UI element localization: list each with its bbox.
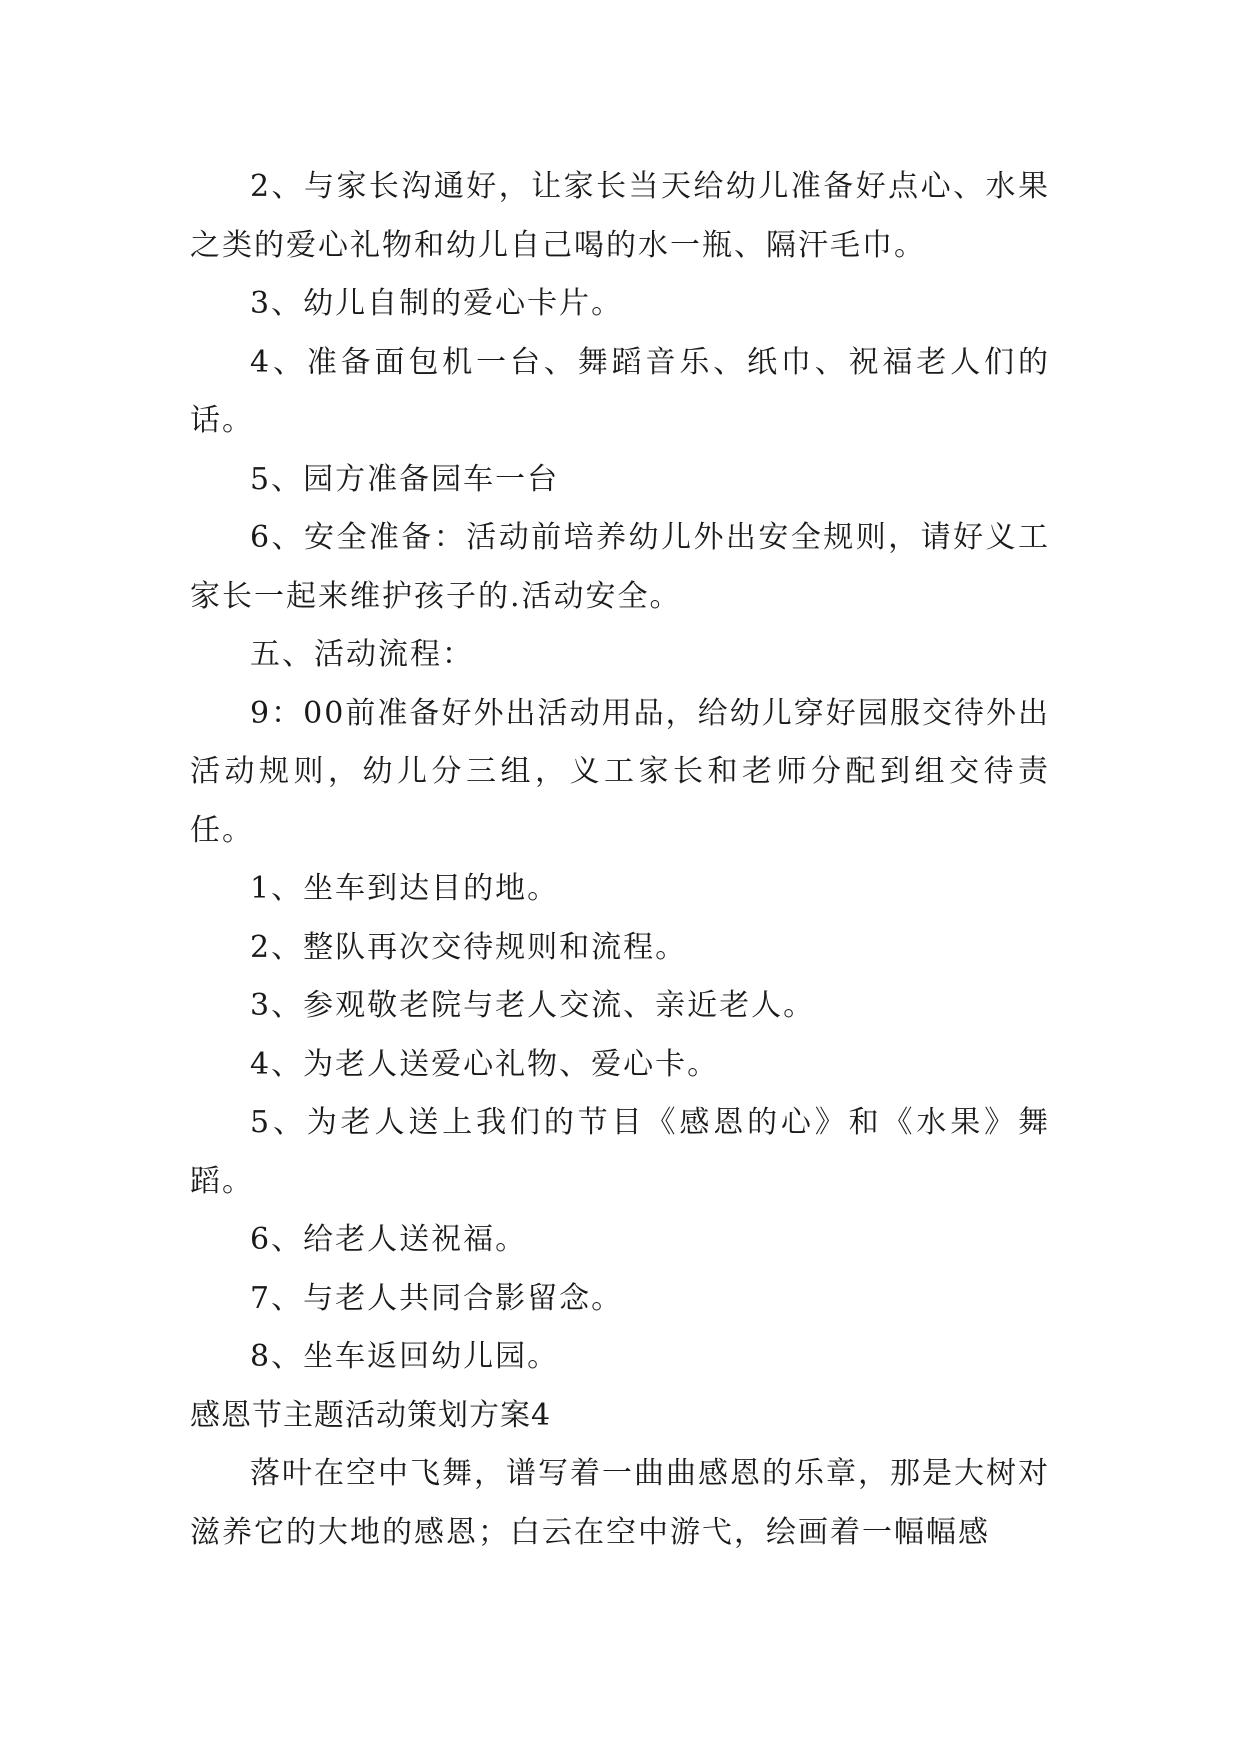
- paragraph-prep-item-5: 5、园方准备园车一台: [250, 461, 560, 497]
- document-body: [190, 158, 1050, 1562]
- paragraph-flow-step-4: 4、为老人送爱心礼物、爱心卡。: [250, 1046, 720, 1082]
- section-heading: 感恩节主题活动策划方案4: [190, 1397, 552, 1433]
- paragraph-prep-item-2: 2、与家长沟通好，让家长当天给幼儿准备好点心、水果之类的爱心礼物和幼儿自己喝的水一瓶、隔汗毛巾。: [190, 169, 1050, 263]
- paragraph-prep-item-6: 6、安全准备：活动前培养幼儿外出安全规则，请好义工家长一起来维护孩子的.活动安全。: [190, 520, 1050, 614]
- paragraph-flow-step-8: 8、坐车返回幼儿园。: [250, 1339, 560, 1374]
- paragraph-prep-item-3: 3、幼儿自制的爱心卡片。: [250, 286, 624, 321]
- paragraph-flow-step-5: 5、为老人送上我们的节目《感恩的心》和《水果》舞蹈。: [190, 1105, 1050, 1199]
- paragraph-flow-step-2: 2、整队再次交待规则和流程。: [250, 929, 688, 965]
- paragraph-flow-step-6: 6、给老人送祝福。: [250, 1222, 528, 1257]
- paragraph-closing: 落叶在空中飞舞，谱写着一曲曲感恩的乐章，那是大树对滋养它的大地的感恩；白云在空中游弋，绘画着一幅幅感: [190, 1456, 1050, 1550]
- paragraph-flow-step-1: 1、坐车到达目的地。: [250, 871, 560, 906]
- paragraph-flow-intro: 9：00前准备好外出活动用品，给幼儿穿好园服交待外出活动规则，幼儿分三组，义工家长和老师分配到组交待责任。: [190, 695, 1050, 848]
- paragraph-flow-step-3: 3、参观敬老院与老人交流、亲近老人。: [250, 988, 816, 1023]
- paragraph-prep-item-4: 4、准备面包机一台、舞蹈音乐、纸巾、祝福老人们的话。: [190, 344, 1050, 438]
- paragraph-flow-step-7: 7、与老人共同合影留念。: [250, 1280, 624, 1316]
- section-title-activity-flow: 五、活动流程：: [250, 637, 474, 672]
